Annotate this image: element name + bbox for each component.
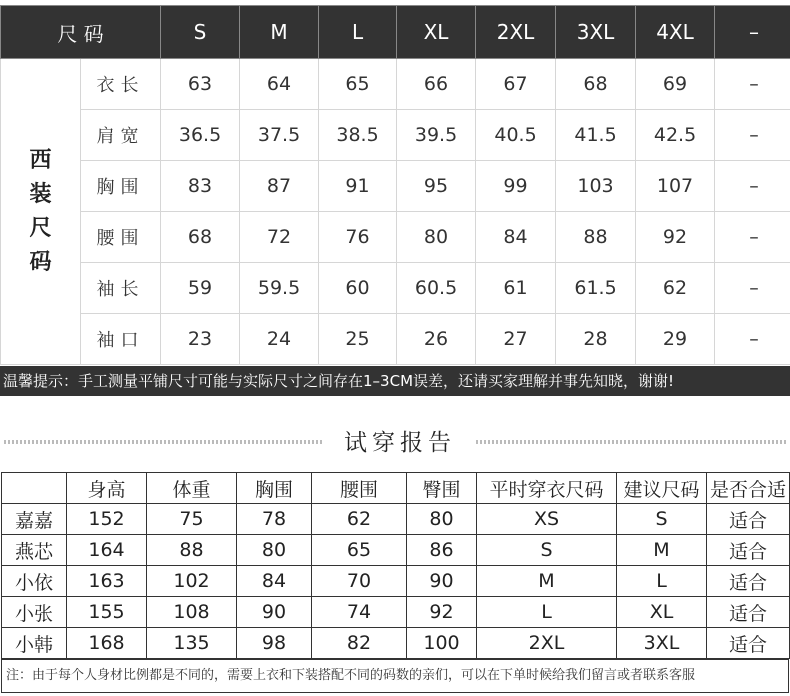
fit-row: [2, 628, 790, 659]
fit-row: [2, 504, 790, 535]
fit-cell: M: [617, 535, 707, 566]
measurement-value: 87: [240, 161, 319, 212]
fit-cell: 86: [407, 535, 477, 566]
measurement-value: 80: [397, 212, 476, 263]
measurement-value: –: [715, 161, 790, 212]
measurement-notice: 温馨提示：手工测量平铺尺寸可能与实际尺寸之间存在1–3CM误差，还请买家理解并事先知晓，谢谢!: [0, 366, 790, 396]
size-col-header: 4XL: [636, 6, 715, 59]
measurement-value: 60: [319, 263, 397, 314]
measurement-value: 42.5: [636, 110, 715, 161]
measurement-value: 92: [636, 212, 715, 263]
measurement-value: 91: [319, 161, 397, 212]
fit-cell: 80: [407, 504, 477, 535]
measurement-value: 83: [161, 161, 240, 212]
size-col-header: XL: [397, 6, 476, 59]
side-label-char: 装: [29, 181, 52, 207]
fit-report-table: [1, 472, 790, 659]
measurement-value: 26: [397, 314, 476, 365]
measurement-value: 63: [161, 59, 240, 110]
measurement-value: 61.5: [556, 263, 636, 314]
fit-cell: 152: [67, 504, 147, 535]
measurement-value: 61: [476, 263, 556, 314]
measurement-value: 38.5: [319, 110, 397, 161]
fit-col-header: 是否合适: [707, 473, 790, 504]
fit-cell: 84: [237, 566, 312, 597]
fit-col-header: [2, 473, 67, 504]
fit-cell: L: [617, 566, 707, 597]
fit-cell: 78: [237, 504, 312, 535]
measurement-value: –: [715, 110, 790, 161]
fit-cell: 65: [312, 535, 407, 566]
size-header-row: [1, 6, 790, 59]
fit-cell: 74: [312, 597, 407, 628]
measurement-value: 99: [476, 161, 556, 212]
footnote: 注：由于每个人身材比例都是不同的，需要上衣和下装搭配不同的码数的亲们，可以在下单时候给我们留言或者联系客服: [1, 659, 789, 693]
fit-cell: L: [477, 597, 617, 628]
measurement-value: 68: [161, 212, 240, 263]
fit-col-header: 平时穿衣尺码: [477, 473, 617, 504]
size-col-header: 2XL: [476, 6, 556, 59]
measurement-label: 袖口: [81, 314, 161, 365]
measurement-value: 59: [161, 263, 240, 314]
fit-cell: 108: [147, 597, 237, 628]
measurement-value: 41.5: [556, 110, 636, 161]
fit-row: [2, 566, 790, 597]
fit-cell: M: [477, 566, 617, 597]
fit-cell: 155: [67, 597, 147, 628]
fit-cell: 163: [67, 566, 147, 597]
measurement-value: 66: [397, 59, 476, 110]
fit-row: [2, 535, 790, 566]
measurement-value: 88: [556, 212, 636, 263]
fit-cell: 80: [237, 535, 312, 566]
measurement-value: 64: [240, 59, 319, 110]
measurement-value: 95: [397, 161, 476, 212]
title-divider-right: [476, 440, 786, 444]
fit-col-header: 胸围: [237, 473, 312, 504]
fit-cell: 88: [147, 535, 237, 566]
measurement-value: –: [715, 314, 790, 365]
fit-cell: 135: [147, 628, 237, 659]
size-row: [1, 263, 790, 314]
measurement-value: 27: [476, 314, 556, 365]
measurement-value: 84: [476, 212, 556, 263]
fit-cell: 62: [312, 504, 407, 535]
measurement-value: 65: [319, 59, 397, 110]
fit-cell: 98: [237, 628, 312, 659]
size-row: [1, 161, 790, 212]
side-label-char: 尺: [29, 215, 52, 241]
size-chart-table: [0, 5, 790, 365]
fit-cell: 164: [67, 535, 147, 566]
size-row: [1, 59, 790, 110]
measurement-value: 67: [476, 59, 556, 110]
measurement-value: 59.5: [240, 263, 319, 314]
measurement-value: 62: [636, 263, 715, 314]
fit-col-header: 臀围: [407, 473, 477, 504]
fit-cell: 92: [407, 597, 477, 628]
measurement-value: 76: [319, 212, 397, 263]
measurement-value: –: [715, 212, 790, 263]
side-label-char: 码: [29, 249, 52, 275]
fit-cell: 3XL: [617, 628, 707, 659]
measurement-label: 胸围: [81, 161, 161, 212]
size-header-label: 尺 码: [1, 6, 161, 59]
measurement-value: 40.5: [476, 110, 556, 161]
fit-cell: 70: [312, 566, 407, 597]
suit-size-side-label: [1, 59, 81, 365]
fit-cell: S: [617, 504, 707, 535]
measurement-value: –: [715, 263, 790, 314]
fit-col-header: 体重: [147, 473, 237, 504]
fit-cell: 100: [407, 628, 477, 659]
fit-cell: 2XL: [477, 628, 617, 659]
title-divider-left: [4, 440, 324, 444]
measurement-label: 衣长: [81, 59, 161, 110]
fit-col-header: 身高: [67, 473, 147, 504]
measurement-value: 69: [636, 59, 715, 110]
fit-cell: 适合: [707, 628, 790, 659]
fit-cell: 适合: [707, 504, 790, 535]
fit-row: [2, 597, 790, 628]
report-title-bar: [0, 424, 790, 458]
tester-name: 小韩: [2, 628, 67, 659]
size-row: [1, 110, 790, 161]
fit-col-header: 腰围: [312, 473, 407, 504]
measurement-label: 肩宽: [81, 110, 161, 161]
measurement-value: –: [715, 59, 790, 110]
size-col-header: S: [161, 6, 240, 59]
measurement-value: 68: [556, 59, 636, 110]
measurement-value: 72: [240, 212, 319, 263]
fit-cell: XL: [617, 597, 707, 628]
measurement-value: 107: [636, 161, 715, 212]
measurement-value: 24: [240, 314, 319, 365]
measurement-value: 23: [161, 314, 240, 365]
tester-name: 嘉嘉: [2, 504, 67, 535]
fit-cell: 适合: [707, 597, 790, 628]
fit-col-header: 建议尺码: [617, 473, 707, 504]
measurement-value: 37.5: [240, 110, 319, 161]
size-col-header: L: [319, 6, 397, 59]
size-col-header: M: [240, 6, 319, 59]
tester-name: 燕芯: [2, 535, 67, 566]
fit-cell: S: [477, 535, 617, 566]
size-col-header: –: [715, 6, 790, 59]
fit-cell: 适合: [707, 535, 790, 566]
side-label-char: 西: [29, 147, 52, 173]
size-row: [1, 314, 790, 365]
measurement-value: 60.5: [397, 263, 476, 314]
fit-cell: 82: [312, 628, 407, 659]
measurement-label: 袖长: [81, 263, 161, 314]
size-row: [1, 212, 790, 263]
fit-cell: 90: [237, 597, 312, 628]
measurement-value: 25: [319, 314, 397, 365]
fit-cell: 适合: [707, 566, 790, 597]
measurement-value: 36.5: [161, 110, 240, 161]
fit-cell: 90: [407, 566, 477, 597]
measurement-value: 39.5: [397, 110, 476, 161]
tester-name: 小依: [2, 566, 67, 597]
fit-cell: XS: [477, 504, 617, 535]
fit-header-row: [2, 473, 790, 504]
measurement-label: 腰围: [81, 212, 161, 263]
fit-cell: 102: [147, 566, 237, 597]
measurement-value: 28: [556, 314, 636, 365]
fit-cell: 75: [147, 504, 237, 535]
report-title: 试穿报告: [344, 430, 456, 456]
fit-cell: 168: [67, 628, 147, 659]
size-col-header: 3XL: [556, 6, 636, 59]
measurement-value: 103: [556, 161, 636, 212]
measurement-value: 29: [636, 314, 715, 365]
tester-name: 小张: [2, 597, 67, 628]
